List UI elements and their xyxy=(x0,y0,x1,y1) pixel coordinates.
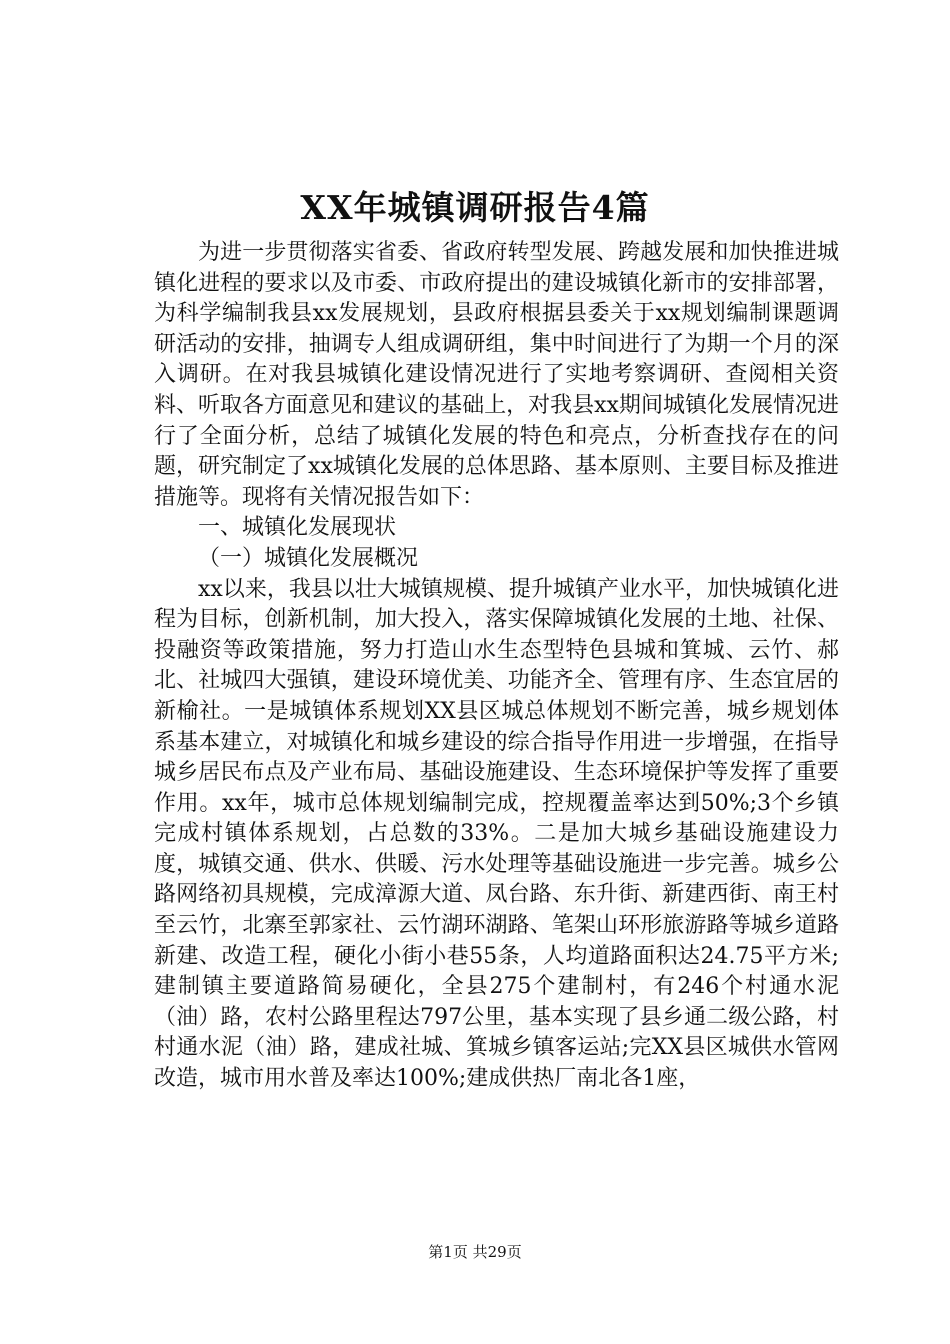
overview-paragraph: xx以来，我县以壮大城镇规模、提升城镇产业水平，加快城镇化进程为目标，创新机制，加大投入，落实保障城镇化发展的土地、社保、投融资等政策措施，努力打造山水生态型特色县城和箕城、云竹、郝北、社城四大强镇，建设环境优美、功能齐全、管理有序、生态宜居的新榆社。一是城镇体系规划XX县区城总体规划不断完善，城乡规划体系基本建立，对城镇化和城乡建设的综合指导作用进一步增强，在指导城乡居民布点及产业布局、基础设施建设、生态环境保护等发挥了重要作用。xx年，城市总体规划编制完成，控规覆盖率达到50%;3个乡镇完成村镇体系规划，占总数的33%。二是加大城乡基础设施建设力度，城镇交通、供水、供暖、污水处理等基础设施进一步完善。城乡公路网络初具规模，完成漳源大道、凤台路、东升街、新建西街、南王村至云竹，北寨至郭家社、云竹湖环湖路、笔架山环形旅游路等城乡道路新建、改造工程，硬化小街小巷55条，人均道路面积达24.75平方米;建制镇主要道路简易硬化，全县275个建制村，有246个村通水泥（油）路，农村公路里程达797公里，基本实现了县乡通二级公路，村村通水泥（油）路，建成社城、箕城乡镇客运站;完XX县区城供水管网改造，城市用水普及率达100%;建成供热厂南北各1座， xyxy=(154,576,839,1092)
document-title: XX年城镇调研报告4篇 xyxy=(300,188,650,227)
intro-paragraph: 为进一步贯彻落实省委、省政府转型发展、跨越发展和加快推进城镇化进程的要求以及市委、市政府提出的建设城镇化新市的安排部署，为科学编制我县xx发展规划，县政府根据县委关于xx规划编制课题调研活动的安排，抽调专人组成调研组，集中时间进行了为期一个月的深入调研。在对我县城镇化建设情况进行了实地考察调研、查阅相关资料、听取各方面意见和建议的基础上，对我县xx期间城镇化发展情况进行了全面分析，总结了城镇化发展的特色和亮点，分析查找存在的问题，研究制定了xx城镇化发展的总体思路、基本原则、主要目标及推进措施等。现将有关情况报告如下： xyxy=(154,240,839,510)
page-footer: 第1页 共29页 xyxy=(428,1243,522,1261)
document-body xyxy=(154,238,839,1095)
subsection-heading: （一）城镇化发展概况 xyxy=(198,545,419,571)
section-heading: 一、城镇化发展现状 xyxy=(198,515,397,541)
